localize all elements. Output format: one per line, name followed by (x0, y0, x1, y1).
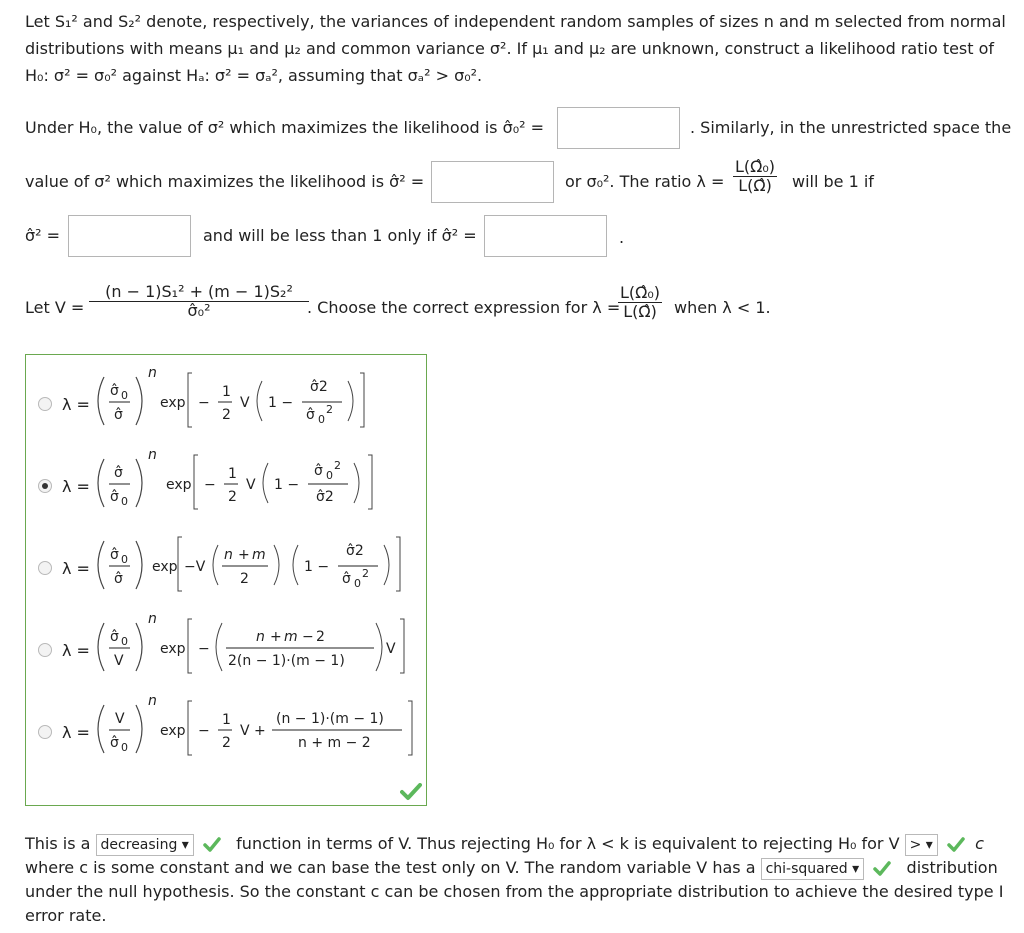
svg-text:V +: V + (240, 723, 266, 739)
svg-text:1 −: 1 − (274, 477, 300, 493)
svg-text:n: n (224, 547, 233, 563)
svg-text:V: V (246, 477, 256, 493)
svg-text:σ̂2: σ̂2 (310, 379, 328, 395)
svg-text:σ̂: σ̂ (110, 629, 119, 645)
svg-text:0: 0 (326, 469, 333, 482)
svg-text:1: 1 (222, 712, 231, 728)
svg-text:σ̂: σ̂ (110, 383, 119, 399)
option-5-formula (26, 691, 426, 761)
svg-text:n: n (256, 629, 265, 645)
svg-text:V: V (240, 395, 250, 411)
svg-text:−: − (302, 629, 314, 645)
svg-text:n + m − 2: n + m − 2 (298, 735, 371, 751)
v-denominator: σ̂₀² (187, 301, 211, 320)
conclusion-p1-c: c (975, 834, 984, 853)
svg-text:V: V (386, 641, 396, 657)
svg-text:2: 2 (228, 489, 237, 505)
sigma-hat-equals-input[interactable] (68, 215, 191, 257)
sigma-hat-label: σ̂² = (25, 226, 61, 245)
svg-text:0: 0 (354, 577, 361, 590)
unrestricted-text: value of σ² which maximizes the likelihood is σ̂² = (25, 172, 425, 191)
svg-text:0: 0 (121, 741, 128, 754)
conclusion-p1-b: function in terms of V. Thus rejecting H₀ for λ < k is equivalent to rejecting H₀ for V (236, 834, 900, 853)
conclusion-paragraph (25, 832, 1015, 928)
ratio-text: or σ₀². The ratio λ = (565, 172, 725, 191)
svg-text:0: 0 (121, 389, 128, 402)
option-3-lambda: λ = (62, 559, 90, 578)
svg-text:2: 2 (222, 407, 231, 423)
problem-line-2: distributions with means μ₁ and μ₂ and common variance σ². If μ₁ and μ₂ are unknown, construct a likelihood ratio test of (25, 39, 995, 58)
under-h0-text: Under H₀, the value of σ² which maximizes the likelihood is σ̂₀² = (25, 118, 545, 137)
svg-text:0: 0 (121, 495, 128, 508)
svg-text:n: n (148, 611, 157, 627)
lambda-numerator: L(Ω̂₀) (620, 283, 661, 302)
svg-text:σ̂2: σ̂2 (346, 543, 364, 559)
check-icon (873, 861, 891, 877)
option-1[interactable] (26, 363, 426, 433)
svg-text:σ̂: σ̂ (314, 463, 323, 479)
svg-text:−: − (198, 641, 210, 657)
period: . (619, 228, 625, 247)
options-panel (25, 354, 427, 806)
svg-text:n: n (148, 365, 157, 381)
less-than-one-text: and will be less than 1 only if σ̂² = (203, 226, 477, 245)
option-2[interactable] (26, 445, 426, 515)
ratio-fraction (733, 158, 777, 195)
option-1-exp: exp (160, 395, 186, 411)
svg-text:(n − 1)·(m − 1): (n − 1)·(m − 1) (276, 711, 384, 727)
option-2-lambda: λ = (62, 477, 90, 496)
svg-text:σ̂: σ̂ (114, 465, 123, 481)
option-4[interactable] (26, 609, 426, 679)
svg-text:2: 2 (222, 735, 231, 751)
svg-text:+: + (270, 629, 282, 645)
dropdown-arrow-icon: ▾ (925, 836, 933, 853)
conclusion-p2-b: distribution (906, 858, 998, 877)
sigma-hat-answer-input[interactable] (431, 161, 554, 203)
svg-text:2: 2 (326, 403, 333, 416)
svg-text:m: m (252, 547, 266, 563)
option-1-lambda: λ = (62, 395, 90, 414)
conclusion-p3: under the null hypothesis. So the constant c can be chosen from the appropriate distribution to achieve the desired type I (25, 882, 1004, 901)
option-5-exp: exp (160, 723, 186, 739)
v-fraction (89, 283, 309, 320)
svg-text:σ̂: σ̂ (110, 547, 119, 563)
distribution-select[interactable] (761, 858, 865, 880)
option-2-formula (26, 445, 426, 515)
sigma0-hat-answer-input[interactable] (557, 107, 680, 149)
v-numerator: (n − 1)S₁² + (m − 1)S₂² (89, 283, 309, 302)
option-5-lambda: λ = (62, 723, 90, 742)
distribution-select-value: chi-squared (765, 860, 848, 877)
option-4-lambda: λ = (62, 641, 90, 660)
svg-text:0: 0 (121, 635, 128, 648)
svg-text:−: − (198, 723, 210, 739)
ratio-numerator: L(Ω̂₀) (735, 157, 776, 176)
svg-text:2: 2 (240, 571, 249, 587)
svg-text:σ̂2: σ̂2 (316, 489, 334, 505)
svg-text:0: 0 (318, 413, 325, 426)
panel-check-icon (400, 783, 422, 801)
choose-text: . Choose the correct expression for λ = (307, 298, 621, 317)
option-4-exp: exp (160, 641, 186, 657)
svg-text:σ̂: σ̂ (114, 571, 123, 587)
svg-text:+: + (238, 547, 250, 563)
similarly-text: . Similarly, in the unrestricted space the (690, 118, 1012, 137)
option-1-formula (26, 363, 426, 433)
svg-text:1 −: 1 − (268, 395, 294, 411)
svg-text:V: V (115, 711, 125, 727)
svg-text:2: 2 (316, 629, 325, 645)
option-2-exp: exp (166, 477, 192, 493)
svg-text:−V: −V (184, 559, 206, 575)
conclusion-p2-a: where c is some constant and we can base the test only on V. The random variable V has a (25, 858, 756, 877)
svg-text:−: − (198, 395, 210, 411)
option-5[interactable] (26, 691, 426, 761)
svg-text:m: m (284, 629, 298, 645)
svg-text:σ̂: σ̂ (114, 407, 123, 423)
svg-text:−: − (204, 477, 216, 493)
option-3[interactable] (26, 527, 426, 597)
option-3-formula (26, 527, 426, 597)
svg-text:σ̂: σ̂ (110, 735, 119, 751)
inequality-select[interactable] (905, 834, 938, 856)
svg-text:0: 0 (121, 553, 128, 566)
sigma-hat-less-input[interactable] (484, 215, 607, 257)
svg-text:σ̂: σ̂ (110, 489, 119, 505)
lambda-fraction (618, 284, 662, 321)
option-4-formula (26, 609, 426, 679)
lambda-denominator: L(Ω̂) (623, 302, 657, 321)
problem-line-3: H₀: σ² = σ₀² against Hₐ: σ² = σₐ², assuming that σₐ² > σ₀². (25, 66, 483, 85)
svg-text:2: 2 (334, 459, 341, 472)
dropdown-arrow-icon: ▾ (852, 860, 860, 877)
let-v-prefix: Let V = (25, 298, 85, 317)
svg-text:σ̂: σ̂ (306, 407, 315, 423)
inequality-select-value: > (909, 836, 922, 853)
svg-text:2(n − 1)·(m − 1): 2(n − 1)·(m − 1) (228, 653, 345, 669)
svg-text:1: 1 (228, 466, 237, 482)
svg-text:V: V (114, 653, 124, 669)
check-icon (203, 837, 221, 853)
ratio-denominator: L(Ω̂) (738, 176, 772, 195)
conclusion-p1-a: This is a (25, 834, 91, 853)
when-text: when λ < 1. (674, 298, 771, 317)
svg-text:1 −: 1 − (304, 559, 330, 575)
problem-line-1: Let S₁² and S₂² denote, respectively, the variances of independent random samples of sizes n and m selected from normal (25, 12, 1006, 31)
svg-text:n: n (148, 447, 157, 463)
svg-text:n: n (148, 693, 157, 709)
monotonic-select[interactable] (96, 834, 194, 856)
will-be-one-text: will be 1 if (792, 172, 874, 191)
conclusion-p4: error rate. (25, 906, 107, 925)
monotonic-select-value: decreasing (100, 836, 178, 853)
check-icon (947, 837, 965, 853)
svg-text:σ̂: σ̂ (342, 571, 351, 587)
svg-text:2: 2 (362, 567, 369, 580)
dropdown-arrow-icon: ▾ (181, 836, 189, 853)
option-3-exp: exp (152, 559, 178, 575)
svg-text:1: 1 (222, 384, 231, 400)
